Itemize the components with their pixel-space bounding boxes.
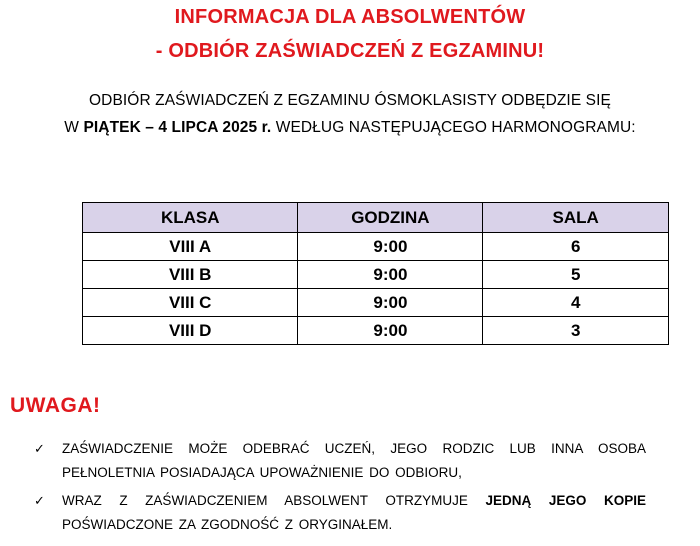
table-header-row bbox=[83, 203, 669, 233]
cell-sala: 5 bbox=[483, 261, 669, 289]
cell-godzina: 9:00 bbox=[298, 317, 483, 345]
note-line-prefix: WRAZ Z ZAŚWIADCZENIEM ABSOLWENT OTRZYMUJE bbox=[62, 493, 486, 508]
list-item bbox=[34, 489, 646, 537]
notice-heading: UWAGA! bbox=[10, 394, 101, 417]
cell-godzina: 9:00 bbox=[298, 233, 483, 261]
intro-line-1: ODBIÓR ZAŚWIADCZEŃ Z EGZAMINU ÓSMOKLASISTY ODBĘDZIE SIĘ bbox=[89, 92, 611, 109]
cell-klasa: VIII C bbox=[83, 289, 298, 317]
intro-line-2-suffix: WEDŁUG NASTĘPUJĄCEGO HARMONOGRAMU: bbox=[271, 119, 636, 136]
schedule-table bbox=[82, 202, 669, 345]
cell-klasa: VIII A bbox=[83, 233, 298, 261]
cell-godzina: 9:00 bbox=[298, 289, 483, 317]
page-subtitle: - ODBIÓR ZAŚWIADCZEŃ Z EGZAMINU! bbox=[155, 40, 545, 62]
cell-sala: 6 bbox=[483, 233, 669, 261]
note-line: PEŁNOLETNIA POSIADAJĄCA UPOWAŻNIENIE DO ODBIORU, bbox=[62, 465, 462, 480]
table-row bbox=[83, 289, 669, 317]
cell-klasa: VIII B bbox=[83, 261, 298, 289]
note-line-emphasis: JEDNĄ JEGO KOPIE bbox=[485, 493, 646, 508]
cell-sala: 4 bbox=[483, 289, 669, 317]
note-line: POŚWIADCZONE ZA ZGODNOŚĆ Z ORYGINAŁEM. bbox=[62, 517, 393, 532]
list-item bbox=[34, 437, 646, 485]
intro-line-2 bbox=[0, 119, 700, 137]
cell-sala: 3 bbox=[483, 317, 669, 345]
cell-godzina: 9:00 bbox=[298, 261, 483, 289]
note-text bbox=[62, 489, 646, 537]
note-line: ZAŚWIADCZENIE MOŻE ODEBRAĆ UCZEŃ, JEGO RODZIC LUB INNA OSOBA bbox=[62, 441, 646, 456]
column-header-sala: SALA bbox=[483, 203, 669, 233]
intro-date: PIĄTEK – 4 LIPCA 2025 r. bbox=[83, 119, 272, 136]
cell-klasa: VIII D bbox=[83, 317, 298, 345]
page-title: INFORMACJA DLA ABSOLWENTÓW bbox=[174, 6, 526, 28]
note-text bbox=[62, 437, 646, 485]
table-row bbox=[83, 317, 669, 345]
checkmark-icon: ✓ bbox=[34, 493, 45, 508]
column-header-klasa: KLASA bbox=[83, 203, 298, 233]
column-header-godzina: GODZINA bbox=[298, 203, 483, 233]
intro-line-2-prefix: W bbox=[64, 119, 84, 136]
checkmark-icon: ✓ bbox=[34, 441, 45, 456]
table-row bbox=[83, 261, 669, 289]
note-line bbox=[62, 489, 646, 513]
table-row bbox=[83, 233, 669, 261]
